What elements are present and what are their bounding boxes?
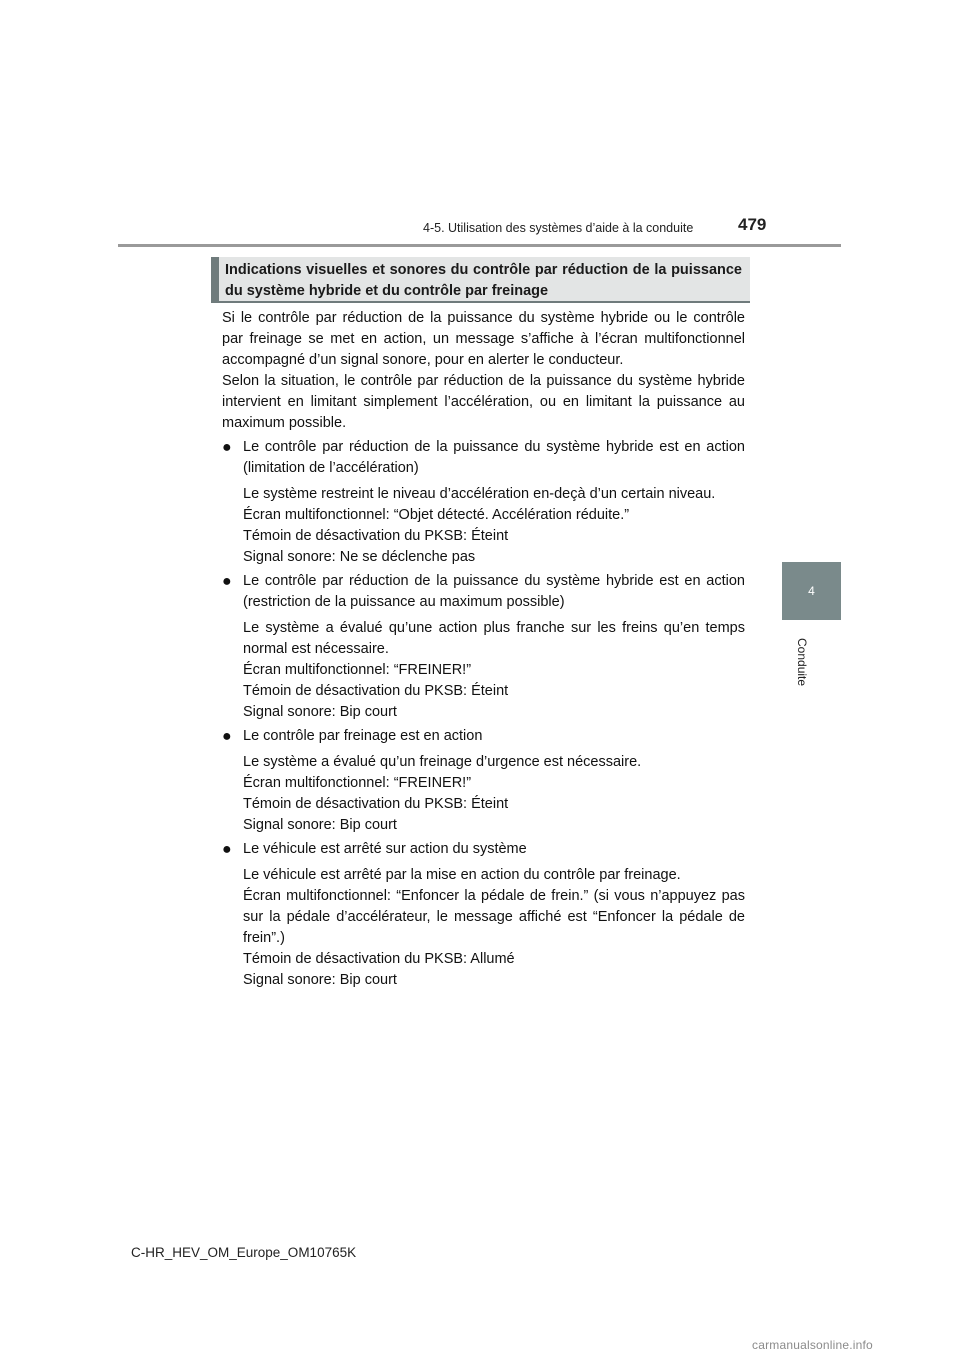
section-heading-box bbox=[211, 257, 750, 303]
detail-line: Le système a évalué qu’un freinage d’urgence est nécessaire. bbox=[243, 754, 642, 770]
detail-line: Témoin de désactivation du PKSB: Éteint bbox=[243, 683, 509, 699]
bullet-title: Le contrôle par réduction de la puissance du système hybride est en action (limitation de l’accélération) bbox=[243, 439, 745, 476]
bullet-dot-icon: ● bbox=[222, 439, 232, 456]
bullet-title: Le contrôle par réduction de la puissance du système hybride est en action (restriction de la puissance au maximum possible) bbox=[243, 573, 745, 610]
bullet-title: Le contrôle par freinage est en action bbox=[243, 728, 483, 744]
bullet-item bbox=[222, 839, 745, 860]
bullet-item bbox=[222, 726, 745, 747]
footer-doc-code: C-HR_HEV_OM_Europe_OM10765K bbox=[131, 1245, 357, 1260]
bullet-details bbox=[222, 618, 745, 723]
detail-line: Signal sonore: Bip court bbox=[243, 972, 397, 988]
detail-line: Signal sonore: Bip court bbox=[243, 704, 397, 720]
bullet-dot-icon: ● bbox=[222, 728, 232, 745]
header-divider bbox=[118, 244, 841, 247]
intro-paragraph: Si le contrôle par réduction de la puissance du système hybride ou le contrôle par freinage se met en action, un message s’affiche à l’écran multifonctionnel accompagné d’un signal sonore, pour en alerter le conducteur. bbox=[222, 310, 745, 368]
bullet-group bbox=[222, 839, 745, 991]
intro bbox=[222, 308, 745, 434]
detail-line: Écran multifonctionnel: “Enfoncer la pédale de frein.” (si vous n’appuyez pas sur la pédale d’accélérateur, le message affiché est “Enfoncer la pédale de frein”.) bbox=[243, 888, 745, 946]
detail-line: Le système restreint le niveau d’accélération en-deçà d’un certain niveau. bbox=[243, 486, 716, 502]
chapter-number: 4 bbox=[808, 584, 815, 598]
main-content bbox=[222, 308, 745, 993]
section-heading-title: Indications visuelles et sonores du contrôle par réduction de la puissance du système hybride et du contrôle par freinage bbox=[225, 262, 742, 299]
bullet-details bbox=[222, 865, 745, 991]
bullet-details bbox=[222, 752, 745, 836]
section-heading-bar bbox=[211, 257, 219, 301]
detail-line: Le système a évalué qu’une action plus franche sur les freins qu’en temps normal est nécessaire. bbox=[243, 620, 745, 657]
chapter-tab bbox=[782, 562, 841, 620]
detail-line: Témoin de désactivation du PKSB: Éteint bbox=[243, 528, 509, 544]
detail-line: Signal sonore: Bip court bbox=[243, 817, 397, 833]
detail-line: Le véhicule est arrêté par la mise en action du contrôle par freinage. bbox=[243, 867, 681, 883]
page-number: 479 bbox=[738, 215, 767, 234]
detail-line: Écran multifonctionnel: “Objet détecté. Accélération réduite.” bbox=[243, 507, 630, 523]
detail-line: Écran multifonctionnel: “FREINER!” bbox=[243, 775, 472, 791]
bullet-group bbox=[222, 437, 745, 568]
header-section-title: 4-5. Utilisation des systèmes d’aide à la conduite bbox=[423, 221, 694, 235]
bullet-title: Le véhicule est arrêté sur action du système bbox=[243, 841, 527, 857]
chapter-label: Conduite bbox=[795, 637, 809, 687]
bullet-item bbox=[222, 571, 745, 613]
intro-paragraph: Selon la situation, le contrôle par réduction de la puissance du système hybride intervient en limitant simplement l’accélération, ou en limitant la puissance au maximum possible. bbox=[222, 373, 745, 431]
detail-line: Témoin de désactivation du PKSB: Allumé bbox=[243, 951, 515, 967]
bullet-details bbox=[222, 484, 745, 568]
watermark-link[interactable]: carmanualsonline.info bbox=[752, 1338, 873, 1352]
detail-line: Signal sonore: Ne se déclenche pas bbox=[243, 549, 476, 565]
bullet-group bbox=[222, 571, 745, 723]
detail-line: Écran multifonctionnel: “FREINER!” bbox=[243, 662, 472, 678]
bullet-item bbox=[222, 437, 745, 479]
bullet-dot-icon: ● bbox=[222, 573, 232, 590]
bullet-group bbox=[222, 726, 745, 836]
bullet-dot-icon: ● bbox=[222, 841, 232, 858]
detail-line: Témoin de désactivation du PKSB: Éteint bbox=[243, 796, 509, 812]
